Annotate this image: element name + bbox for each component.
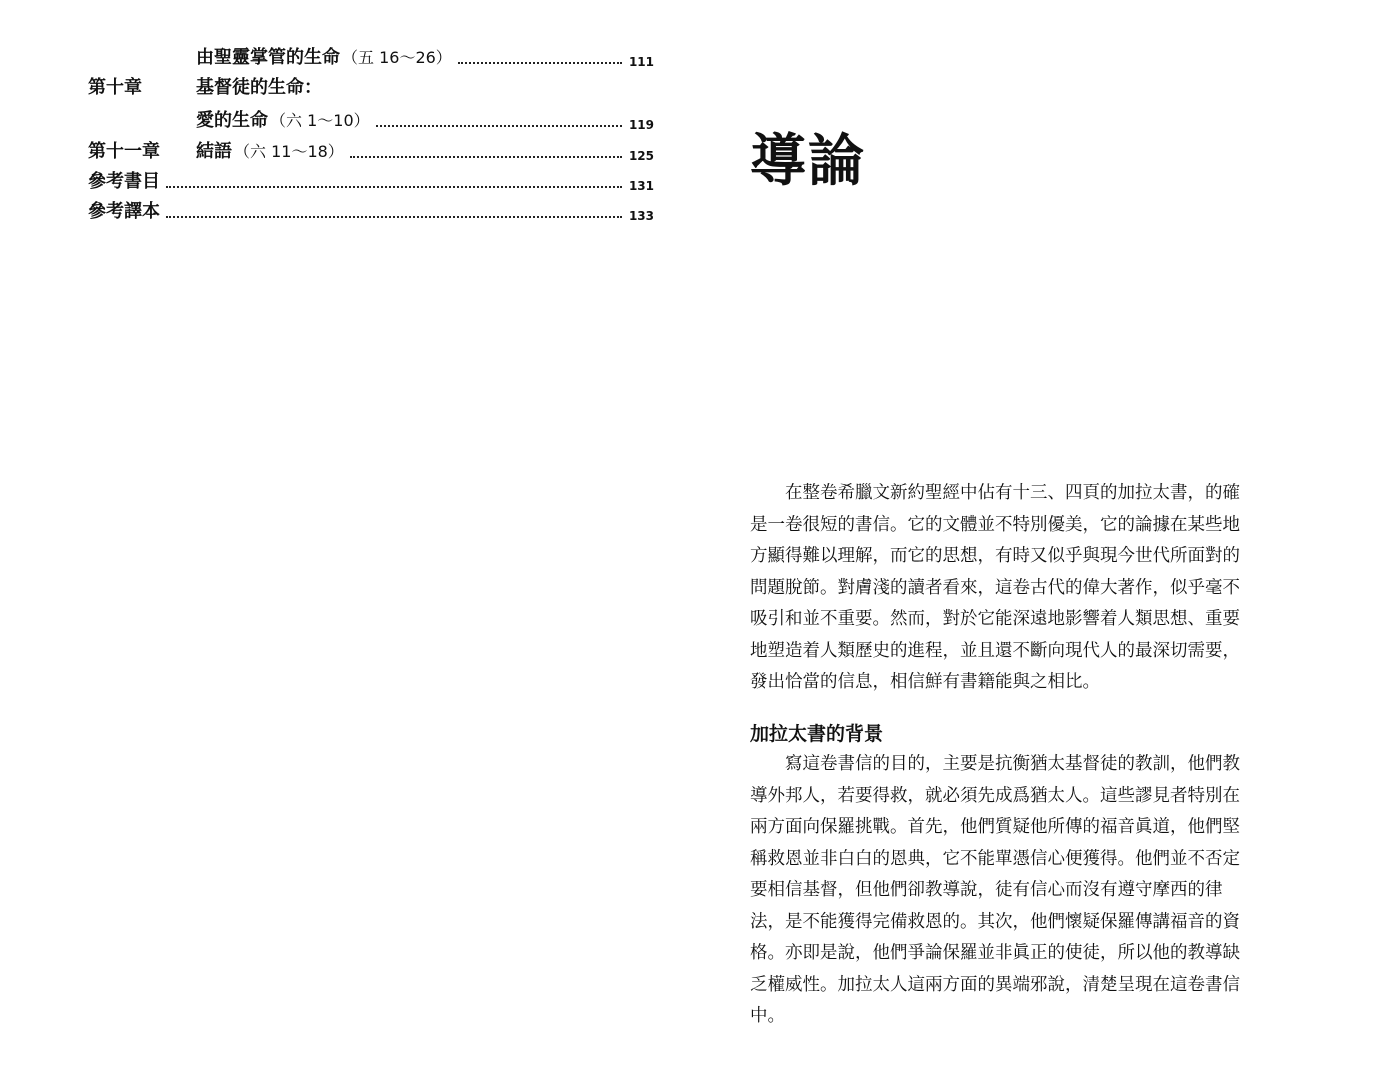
toc-scripture-ref: （五 16〜26） xyxy=(342,48,452,67)
text-line: 寫這卷書信的目的，主要是抗衡猶太基督徒的教訓，他們教 xyxy=(750,754,1240,774)
toc-title: 由聖靈掌管的生命 xyxy=(196,47,340,68)
toc-title: 參考書目 xyxy=(88,171,160,192)
toc-chapter-label: 第十一章 xyxy=(88,141,160,162)
toc-title: 基督徒的生命： xyxy=(196,77,322,98)
text-line: 地塑造着人類歷史的進程，並且還不斷向現代人的最深切需要， xyxy=(750,640,1240,661)
right-page-introduction xyxy=(700,0,1400,1089)
toc-scripture-ref: （六 1〜10） xyxy=(270,111,370,130)
text-line: 乏權威性。加拉太人這兩方面的異端邪說，清楚呈現在這卷書信 xyxy=(750,974,1240,995)
text-line: 稱救恩並非白白的恩典，它不能單憑信心便獲得。他們並不否定 xyxy=(750,848,1240,869)
toc-entry xyxy=(88,198,654,226)
toc-leader-dots xyxy=(166,186,622,188)
text-line: 發出恰當的信息，相信鮮有書籍能與之相比。 xyxy=(750,672,1100,692)
intro-paragraph xyxy=(750,478,1318,699)
text-line: 導外邦人，若要得救，就必須先成爲猶太人。這些謬見者特別在 xyxy=(750,785,1240,806)
text-line: 方顯得難以理解，而它的思想，有時又似乎與現今世代所面對的 xyxy=(750,546,1240,566)
toc-chapter-label: 第十章 xyxy=(88,77,142,98)
toc-title: 參考譯本 xyxy=(88,201,160,222)
toc-page-number: 111 xyxy=(628,55,654,69)
toc-title: 愛的生命 xyxy=(196,110,268,131)
toc-title: 結語 xyxy=(196,141,232,162)
toc-leader-dots xyxy=(376,125,622,127)
text-line: 問題脫節。對膚淺的讀者看來，這卷古代的偉大著作，似乎毫不 xyxy=(750,577,1240,598)
toc-entry xyxy=(88,44,654,72)
chapter-title: 導論 xyxy=(750,129,866,194)
toc-entry xyxy=(88,168,654,196)
toc-scripture-ref: （六 11〜18） xyxy=(234,142,344,161)
toc-entry xyxy=(88,138,654,166)
text-line: 在整卷希臘文新約聖經中佔有十三、四頁的加拉太書，的確 xyxy=(750,483,1240,503)
text-line: 是一卷很短的書信。它的文體並不特別優美，它的論據在某些地 xyxy=(750,514,1240,535)
text-line: 中。 xyxy=(750,1006,785,1026)
text-line: 吸引和並不重要。然而，對於它能深遠地影響着人類思想、重要 xyxy=(750,609,1240,629)
text-line: 要相信基督，但他們卻教導說，徒有信心而沒有遵守摩西的律 xyxy=(750,880,1223,900)
toc-page-number: 125 xyxy=(628,149,654,163)
text-line: 兩方面向保羅挑戰。首先，他們質疑他所傳的福音眞道，他們堅 xyxy=(750,817,1240,837)
toc-leader-dots xyxy=(350,156,622,158)
text-line: 法，是不能獲得完備救恩的。其次，他們懷疑保羅傳講福音的資 xyxy=(750,911,1240,932)
toc-entry xyxy=(88,107,654,135)
toc-page-number: 133 xyxy=(628,209,654,223)
toc-leader-dots xyxy=(166,216,622,218)
text-line: 格。亦即是說，他們爭論保羅並非眞正的使徒，所以他的教導缺 xyxy=(750,943,1240,963)
toc-entry xyxy=(88,74,654,102)
toc-leader-dots xyxy=(458,62,622,64)
toc-page-number: 119 xyxy=(628,118,654,132)
section-heading: 加拉太書的背景 xyxy=(750,723,884,745)
toc-page-number: 131 xyxy=(628,179,654,193)
background-paragraph xyxy=(750,749,1318,1033)
